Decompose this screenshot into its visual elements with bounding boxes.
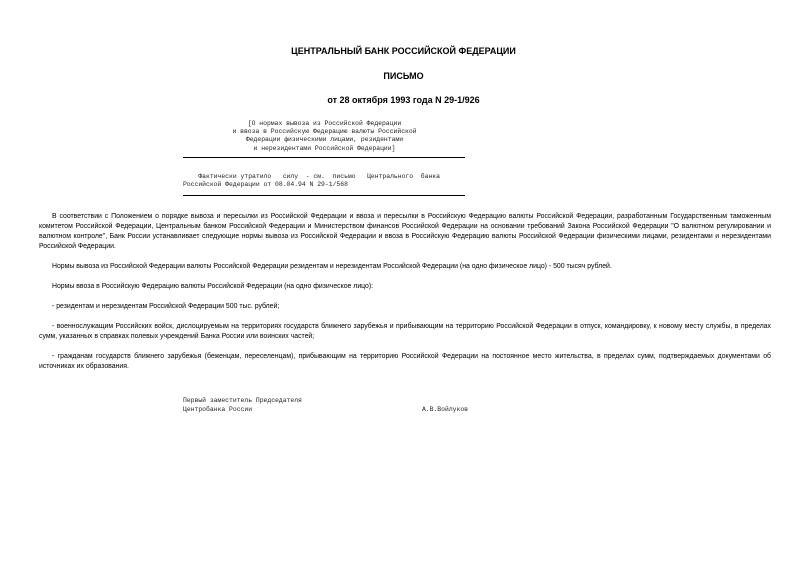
body-paragraph: Нормы вывоза из Российской Федерации валюты Российской Федерации резидентам и нерезидентам Российской Федерации (на одно физическое лицо) - 500 тысяч рублей.	[52, 263, 612, 270]
caption-line: и нерезидентами Российской Федерации]	[253, 144, 396, 152]
signatory-position-line1: Первый заместитель Председателя	[183, 397, 302, 404]
caption-line: и ввоза в Российскую Федерацию валюты Российской	[232, 128, 417, 136]
divider-top	[183, 157, 465, 158]
status-note-line: Российской Федерации от 08.04.94 N 29-1/568	[183, 181, 348, 189]
divider-bottom	[183, 195, 465, 196]
body-paragraph: - военнослужащим Российских войск, дислоцируемым на территориях государств ближнего зарубежья и прибывающим на территорию Российской Федерации в отпуск, командировку, к новому месту службы, в пределах сумм, указанных в справках полевых учреждений Банка России или воинских частей;	[39, 323, 771, 340]
body-paragraph: Нормы ввоза в Российскую Федерацию валюты Российской Федерации (на одно физическое лицо):	[52, 283, 374, 290]
document-type: ПИСЬМО	[383, 71, 424, 81]
caption-line: Федерации физическими лицами, резидентами	[245, 136, 404, 144]
caption-line: [О нормах вывоза из Российской Федерации	[247, 120, 402, 127]
document-caption	[0, 120, 649, 153]
signatory-position-line2: Центробанка России	[183, 405, 253, 413]
document-body	[39, 212, 771, 382]
signature-block	[183, 397, 468, 414]
body-paragraph: В соответствии с Положением о порядке вывоза и пересылки из Российской Федерации и ввоза и пересылки в Российскую Федерацию валюты Российской Федерации, разработанным Государственным таможенным комитетом Российской Федерации, Центральным банком Российской Федерации и Министерством финансов Российской Федерации на основании требований Закона Российской Федерации "О валютном регулировании и валютном контроле", Банк России устанавливает следующие нормы вывоза из Российской Федерации и ввоза в Российскую Федерацию валюты Российской Федерации физическими лицами, резидентами и нерезидентами Российской Федерации.	[39, 213, 771, 250]
organization-title: ЦЕНТРАЛЬНЫЙ БАНК РОССИЙСКОЙ ФЕДЕРАЦИИ	[291, 46, 516, 56]
signature-row	[183, 406, 468, 415]
body-paragraph: - резидентам и нерезидентам Российской Федерации 500 тыс. рублей;	[52, 303, 280, 310]
signatory-name: А.В.Войлуков	[421, 405, 468, 413]
document-date-number: от 28 октября 1993 года N 29-1/926	[327, 95, 480, 105]
body-paragraph: - гражданам государств ближнего зарубежья (беженцам, переселенцам), прибывающим на территорию Российской Федерации на постоянное место жительства, в пределах сумм, подтверждаемых документами об источниках их образования.	[39, 353, 771, 370]
status-note-line: Фактически утратило силу - см. письмо Центрального банка	[183, 173, 440, 180]
status-note	[183, 173, 468, 189]
